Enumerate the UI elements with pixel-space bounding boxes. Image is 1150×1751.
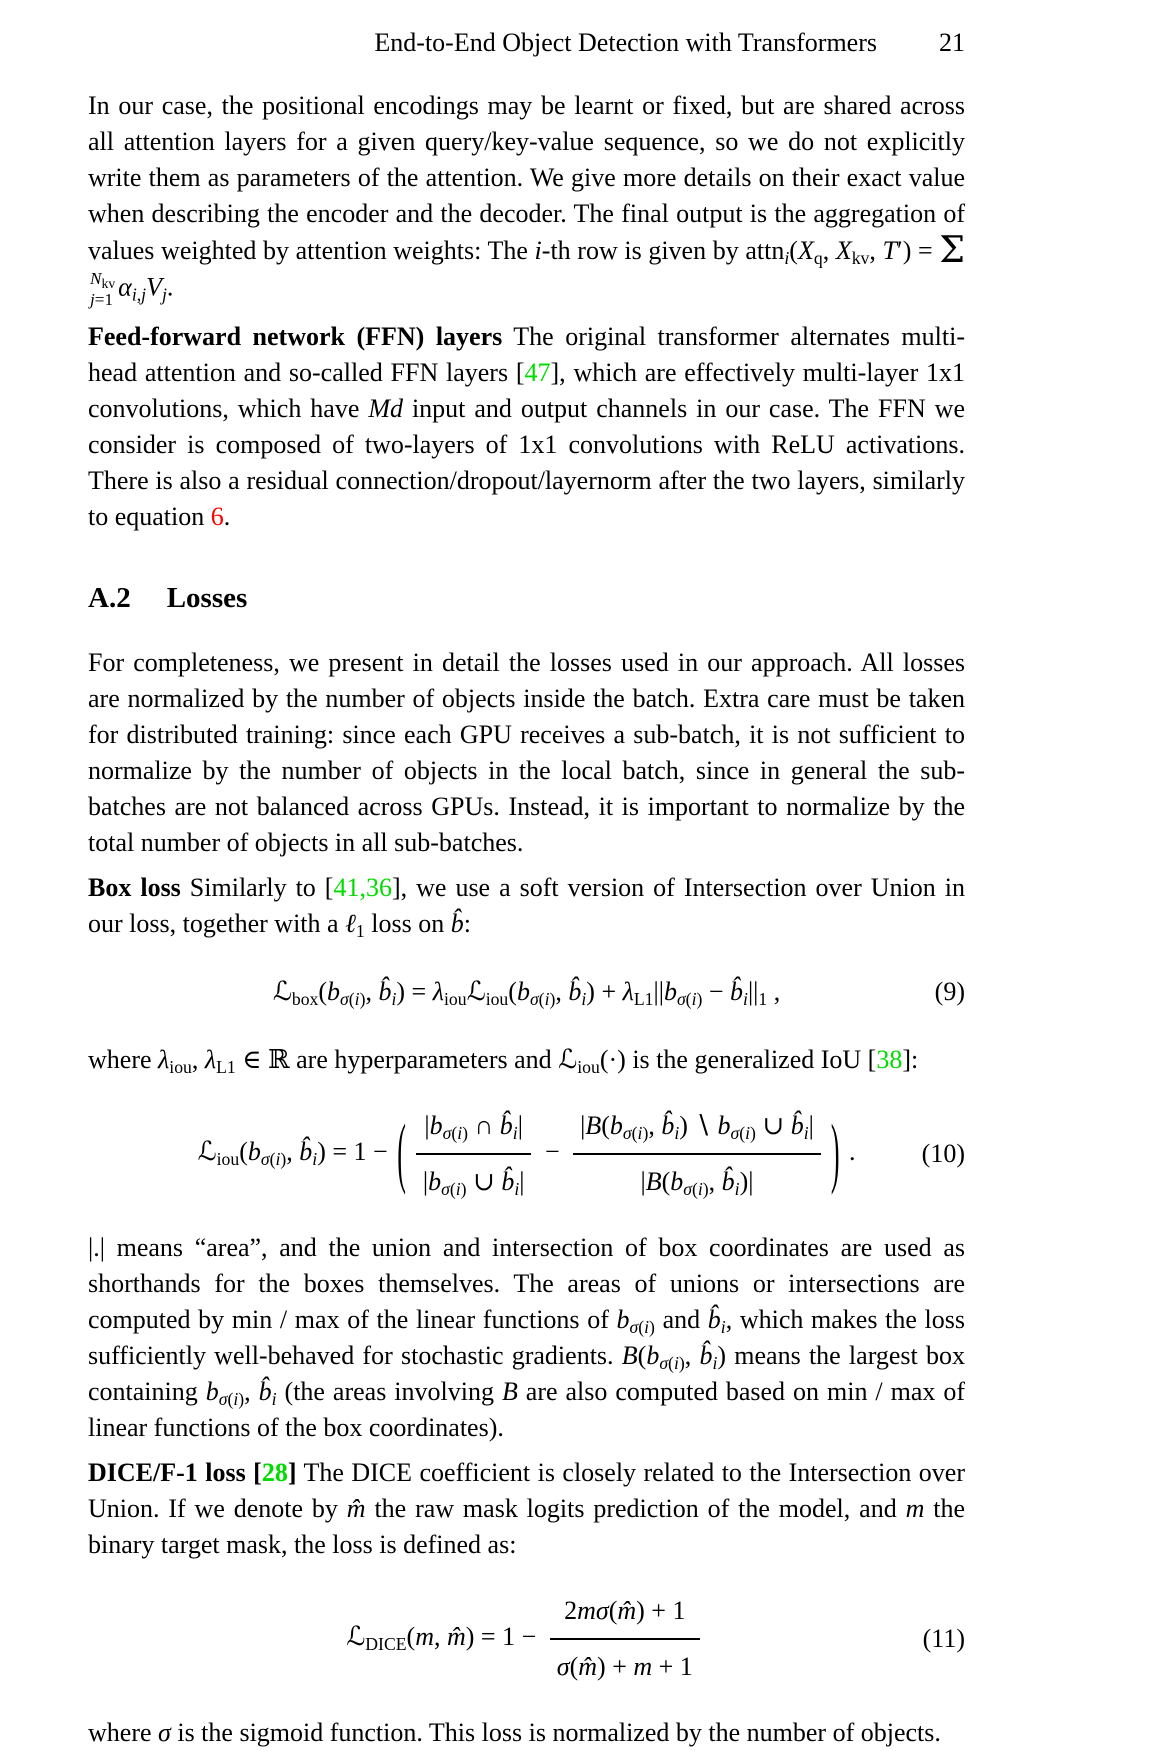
equation-dice-loss bbox=[88, 1589, 965, 1689]
paragraph-hyperparameters: where $\lambda_{iou}$, $\lambda_{L1}$ ∈ ℝ are hyperparameters and ℒ$_{iou}$(·) is the generalized IoU [38]: bbox=[88, 1044, 919, 1078]
citation-47[interactable]: 47 bbox=[524, 358, 551, 388]
page-header bbox=[88, 26, 965, 60]
paragraph-dice-loss: DICE/F-1 loss [28] The DICE coefficient is closely related to the Intersection over Union. If we denote by m̂ the raw mask logits prediction of the model, and m the binary target mask, the loss is defined as: bbox=[88, 1458, 965, 1560]
equation-box-loss bbox=[88, 968, 965, 1016]
paragraph-sigmoid-note: where σ is the sigmoid function. This loss is normalized by the number of objects. bbox=[88, 1718, 941, 1748]
equation-11-body: ℒ$_{DICE}$(m, m̂) = 1 − $\frac{2m\sigma(m̂) + 1}{\sigma(m̂) + m + 1}$ bbox=[346, 1589, 707, 1689]
section-heading-losses bbox=[88, 581, 965, 615]
paragraph-box-loss: Box loss Similarly to [41,36], we use a soft version of Intersection over Union in our loss, together with a ℓ$_1$ loss on b̂: bbox=[88, 873, 965, 942]
paragraph-area-explanation: |.| means “area”, and the union and intersection of box coordinates are used as shorthands for the boxes themselves. The areas of unions or intersections are computed by min / max of the linear functions of $b_{\sigma(i)}$ and $b̂_i$, which makes the loss sufficiently well-behaved for stochastic gradients. $B(b_{\sigma(i)}$, $b̂_i$) means the largest box containing $b_{\sigma(i)}$, $b̂_i$ (the areas involving B are also computed based on min / max of linear functions of the box coordinates). bbox=[88, 1233, 965, 1443]
header-title: End-to-End Object Detection with Transformers bbox=[374, 28, 877, 57]
citation-41-36[interactable]: 41,36 bbox=[333, 873, 392, 903]
section-title: Losses bbox=[166, 582, 248, 615]
equation-generalized-iou bbox=[88, 1104, 965, 1204]
page-number: 21 bbox=[939, 28, 965, 57]
equation-9-body: $ℒ_{box}(b_{\sigma(i)}$, $b̂_i$) = $\lambda_{iou}ℒ_{iou}(b_{\sigma(i)}$, $b̂_i) + \lambda_{L1}||b_{\sigma(i)}$ − $b̂_i||_1$ , bbox=[272, 976, 781, 1010]
equation-10-body: $ℒ_{iou}(b_{\sigma(i)}$, $b̂_i) = 1$ − ( $\frac{|b_{\sigma(i)} \cap b̂_i|}{|b_{\sigma(i)} \cup b̂_i|}$ − $\frac{|B(b_{\sigma(i)}, b̂_i) ∖ b_{\sigma(i)} \cup b̂_i|}{|B(b_{\sigma(i)}, b̂_i)|}$ ) . bbox=[198, 1104, 856, 1204]
paragraph-ffn-layers: Feed-forward network (FFN) layers The original transformer alternates multi-head attention and so-called FFN layers [47], which are effectively multi-layer 1x1 convolutions, which have Md input and output channels in our case. The FFN we consider is composed of two-layers of 1x1 convolutions with ReLU activations. There is also a residual connection/dropout/layernorm after the two layers, similarly to equation 6. bbox=[88, 322, 966, 532]
equation-9-number: (9) bbox=[934, 977, 965, 1007]
section-number: A.2 bbox=[88, 582, 131, 615]
paragraph-positional-encodings: In our case, the positional encodings may be learnt or fixed, but are shared across all attention layers for a given query/key-value sequence, so we do not explicitly write them as parameters of the attention. We give more details on their exact value when describing the encoder and the decoder. The final output is the aggregation of values weighted by attention weights: The i-th row is given by $attn_i(X_q$, $X_{kv}$, T′) = Σ $N_{kv}$ j=1 $\alpha_{i,j}V_j$. bbox=[88, 91, 966, 309]
citation-28[interactable]: 28 bbox=[261, 1458, 288, 1488]
paragraph-losses-intro: For completeness, we present in detail the losses used in our approach. All losses are normalized by the number of objects inside the batch. Extra care must be taken for distributed training: since each GPU receives a sub-batch, it is not sufficient to normalize by the number of objects in the local batch, since in general the sub-batches are not balanced across GPUs. Instead, it is important to normalize by the total number of objects in all sub-batches. bbox=[88, 648, 965, 858]
equation-ref-6[interactable]: 6 bbox=[210, 502, 224, 532]
equation-10-number: (10) bbox=[921, 1139, 965, 1169]
citation-38[interactable]: 38 bbox=[876, 1045, 903, 1075]
equation-11-number: (11) bbox=[922, 1624, 965, 1654]
